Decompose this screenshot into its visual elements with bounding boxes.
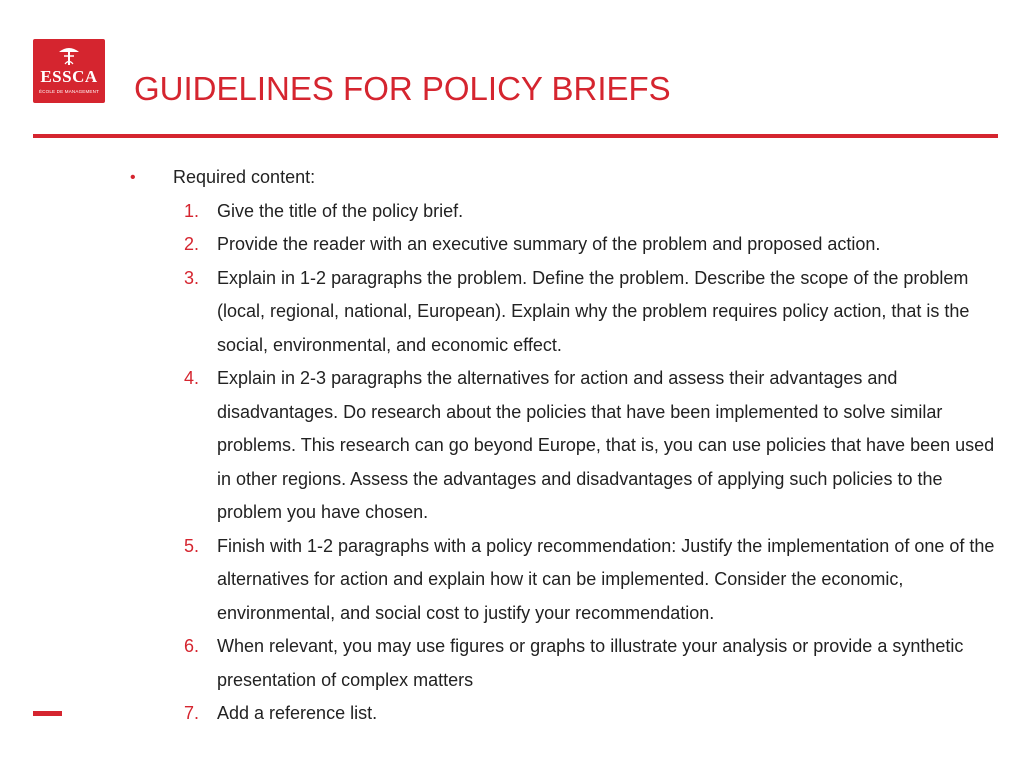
bullet-item — [130, 161, 1000, 195]
list-number: 5. — [184, 535, 200, 556]
list-item — [130, 697, 1000, 731]
list-number: 7. — [184, 703, 200, 723]
list-text: Explain in 2-3 paragraphs the alternatives for action and assess their advantages and disadvantages. Do research about the policies that have been implemented to solve similar problems. This research can go beyond Europe, that is, you can use policies that have been used in other regions. Assess the advantages and disadvantages of applying such policies to the problem you have chosen. — [217, 368, 995, 522]
list-item — [130, 195, 1000, 229]
list-number: 6. — [184, 636, 200, 656]
list-item — [130, 530, 1000, 631]
list-item — [130, 362, 1000, 530]
list-number: 4. — [184, 368, 200, 388]
list-text: Explain in 1-2 paragraphs the problem. Define the problem. Describe the scope of the problem (local, regional, national, European). Explain why the problem requires policy action, that is the social, environmental, and economic effect. — [217, 267, 970, 355]
logo-wordmark: ESSCA — [40, 67, 98, 86]
list-text: Finish with 1-2 paragraphs with a policy recommendation: Justify the implementation of one of the alternatives for action and explain how it can be implemented. Consider the economic, environmental, and social cost to justify your recommendation. — [217, 535, 995, 623]
list-item — [130, 262, 1000, 363]
list-number: 1. — [184, 200, 200, 221]
bullet-dot-icon: • — [130, 169, 136, 186]
slide-content — [130, 161, 1000, 731]
bullet-heading: Required content: — [173, 167, 316, 187]
logo-tagline: ÉCOLE DE MANAGEMENT — [38, 89, 100, 94]
list-text: When relevant, you may use figures or graphs to illustrate your analysis or provide a synthetic presentation of complex matters — [217, 636, 964, 690]
list-number: 3. — [184, 267, 200, 288]
list-text: Give the title of the policy brief. — [217, 200, 464, 221]
list-item — [130, 630, 1000, 697]
list-item — [130, 228, 1000, 262]
list-number: 2. — [184, 234, 200, 254]
essca-logo — [33, 39, 105, 103]
title-divider — [33, 134, 998, 138]
corner-accent-mark — [33, 711, 62, 716]
list-text: Provide the reader with an executive summary of the problem and proposed action. — [217, 234, 881, 254]
list-text: Add a reference list. — [217, 703, 378, 723]
slide-title: GUIDELINES FOR POLICY BRIEFS — [134, 70, 671, 107]
